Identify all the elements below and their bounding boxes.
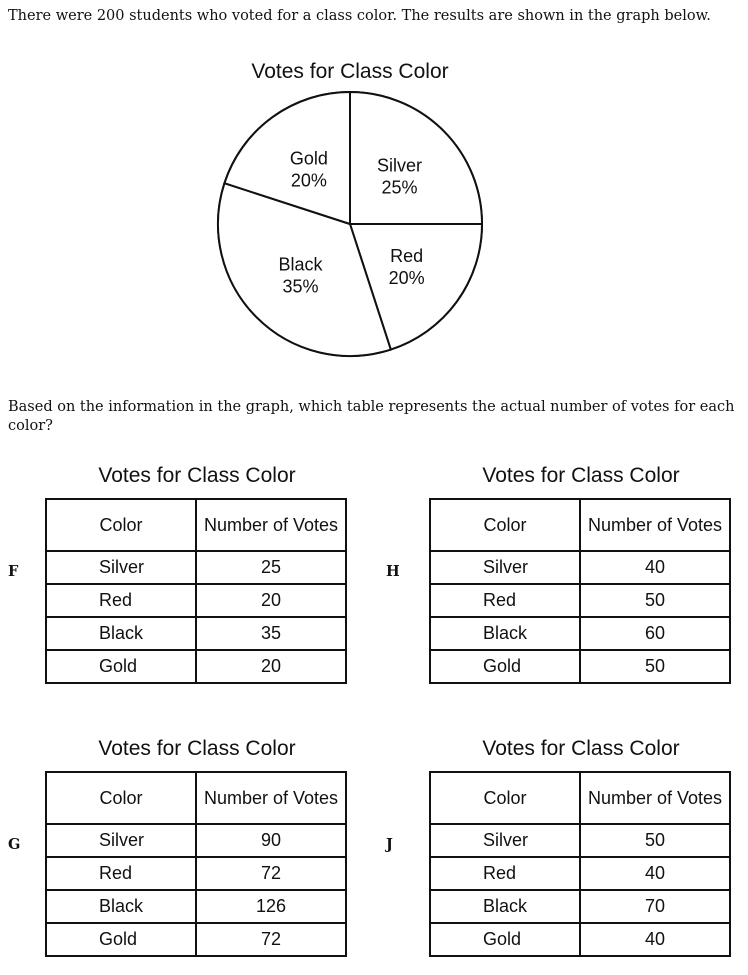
header-color: Color	[430, 772, 580, 824]
table-row	[46, 824, 346, 857]
pie-label-name: Gold	[289, 148, 328, 169]
header-color: Color	[430, 499, 580, 551]
table-row	[46, 857, 346, 890]
cell-color: Black	[46, 890, 196, 923]
table-header-row	[430, 772, 730, 824]
table-row	[46, 650, 346, 683]
cell-color: Red	[46, 584, 196, 617]
option-f-letter[interactable]: F	[8, 563, 19, 580]
cell-votes: 90	[196, 824, 346, 857]
option-h-letter[interactable]: H	[386, 563, 400, 580]
cell-color: Gold	[46, 923, 196, 956]
cell-color: Black	[46, 617, 196, 650]
option-j-table	[429, 771, 731, 957]
cell-votes: 25	[196, 551, 346, 584]
cell-votes: 60	[580, 617, 730, 650]
cell-votes: 72	[196, 857, 346, 890]
pie-label-percent: 35%	[282, 276, 319, 297]
option-g-letter[interactable]: G	[8, 836, 21, 853]
pie-label-name: Red	[390, 246, 424, 267]
cell-color: Silver	[46, 551, 196, 584]
table-row	[46, 617, 346, 650]
table-row	[430, 857, 730, 890]
option-j-letter[interactable]: J	[386, 836, 393, 853]
pie-slices	[218, 92, 482, 356]
pie-label-percent: 20%	[388, 268, 425, 289]
option-h-table	[429, 498, 731, 684]
chart-title: Votes for Class Color	[251, 60, 449, 83]
cell-color: Black	[430, 617, 580, 650]
cell-votes: 50	[580, 584, 730, 617]
option-h-title: Votes for Class Color	[482, 464, 680, 487]
table-header-row	[46, 772, 346, 824]
table-row	[46, 551, 346, 584]
intro-text: There were 200 students who voted for a class color. The results are shown in the graph below.	[8, 8, 711, 24]
cell-color: Gold	[430, 650, 580, 683]
cell-color: Red	[46, 857, 196, 890]
pie-label-name: Black	[278, 254, 323, 275]
cell-votes: 20	[196, 650, 346, 683]
table-row	[430, 617, 730, 650]
option-g-table	[45, 771, 347, 957]
cell-color: Silver	[430, 551, 580, 584]
table-row	[430, 551, 730, 584]
pie-label-percent: 25%	[381, 177, 418, 198]
question-text: Based on the information in the graph, which table represents the actual number of votes for each color?	[8, 399, 735, 434]
cell-votes: 126	[196, 890, 346, 923]
cell-votes: 40	[580, 551, 730, 584]
cell-votes: 50	[580, 650, 730, 683]
option-f-table	[45, 498, 347, 684]
table-header-row	[430, 499, 730, 551]
table-row	[430, 650, 730, 683]
table-row	[46, 890, 346, 923]
header-votes: Number of Votes	[196, 772, 346, 824]
header-votes: Number of Votes	[196, 499, 346, 551]
pie-chart	[0, 55, 748, 365]
cell-color: Red	[430, 857, 580, 890]
cell-votes: 20	[196, 584, 346, 617]
cell-votes: 70	[580, 890, 730, 923]
cell-votes: 50	[580, 824, 730, 857]
option-g-title: Votes for Class Color	[98, 737, 296, 760]
header-color: Color	[46, 772, 196, 824]
cell-votes: 40	[580, 923, 730, 956]
cell-color: Gold	[46, 650, 196, 683]
table-row	[430, 584, 730, 617]
cell-color: Gold	[430, 923, 580, 956]
cell-color: Red	[430, 584, 580, 617]
cell-votes: 35	[196, 617, 346, 650]
table-row	[430, 824, 730, 857]
cell-color: Black	[430, 890, 580, 923]
cell-color: Silver	[430, 824, 580, 857]
table-header-row	[46, 499, 346, 551]
table-row	[430, 890, 730, 923]
table-row	[46, 923, 346, 956]
header-votes: Number of Votes	[580, 772, 730, 824]
pie-label-percent: 20%	[290, 170, 327, 191]
pie-label-name: Silver	[376, 155, 422, 176]
table-row	[430, 923, 730, 956]
option-j-title: Votes for Class Color	[482, 737, 680, 760]
table-row	[46, 584, 346, 617]
cell-votes: 40	[580, 857, 730, 890]
cell-votes: 72	[196, 923, 346, 956]
header-color: Color	[46, 499, 196, 551]
option-f-title: Votes for Class Color	[98, 464, 296, 487]
header-votes: Number of Votes	[580, 499, 730, 551]
cell-color: Silver	[46, 824, 196, 857]
